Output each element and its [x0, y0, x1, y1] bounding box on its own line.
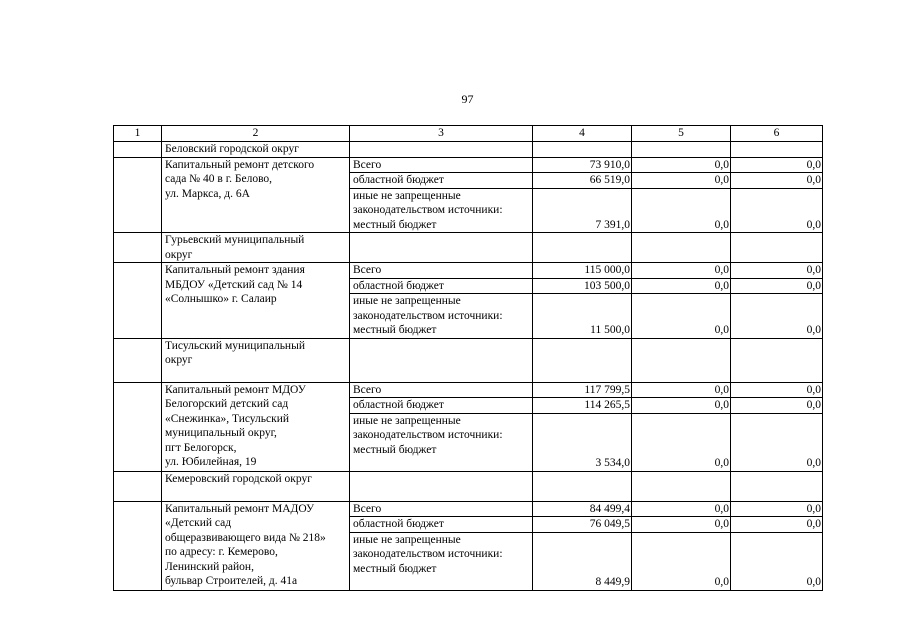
amount-cell: 0,0 [632, 188, 731, 233]
object-name-line: Капитальный ремонт здания [165, 264, 305, 276]
amount-cell: 0,0 [731, 382, 823, 398]
empty-cell [731, 233, 823, 263]
object-name-line: «Снежинка», Тисульский [165, 412, 290, 425]
source-label [350, 413, 533, 471]
region-row [114, 338, 823, 382]
amount-cell: 0,0 [632, 517, 731, 533]
total-row [114, 263, 823, 279]
region-name [162, 233, 350, 263]
amount-cell: 73 910,0 [533, 157, 632, 173]
region-name-line: Тисульский муниципальный [165, 339, 305, 352]
empty-cell [632, 471, 731, 501]
empty-cell [533, 142, 632, 158]
object-name-line: «Солнышко» г. Салаир [165, 293, 277, 305]
source-label: Всего [350, 263, 533, 279]
source-label-line: законодательством источники: [353, 309, 503, 322]
amount-cell: 0,0 [731, 532, 823, 590]
empty-cell [632, 142, 731, 158]
source-label-line: иные не запрещенные [353, 414, 461, 427]
source-label: Всего [350, 501, 533, 517]
region-name-line: округ [165, 248, 193, 261]
total-row [114, 501, 823, 517]
empty-cell [533, 338, 632, 382]
object-name-line: Капитальный ремонт МАДОУ [165, 502, 315, 515]
region-name [162, 142, 350, 158]
source-label-line: местный бюджет [353, 562, 437, 575]
object-name [162, 501, 350, 590]
number-cell [114, 233, 162, 263]
amount-cell: 115 000,0 [533, 263, 632, 279]
object-name-line: Ленинский район, [165, 560, 254, 573]
source-label-line: законодательством источники: [353, 204, 503, 216]
amount-cell: 0,0 [632, 532, 731, 590]
source-label-line: местный бюджет [353, 324, 437, 336]
object-name-line: ул. Юбилейная, 19 [165, 456, 257, 468]
amount-cell: 0,0 [632, 278, 731, 294]
region-name [162, 471, 350, 501]
object-name [162, 157, 350, 233]
amount-cell: 0,0 [731, 501, 823, 517]
object-name-line: общеразвивающего вида № 218» [165, 531, 326, 544]
number-cell [114, 142, 162, 158]
source-label-line: местный бюджет [353, 218, 437, 231]
amount-cell: 114 265,5 [533, 398, 632, 414]
empty-cell [632, 233, 731, 263]
number-cell [114, 501, 162, 590]
empty-cell [731, 338, 823, 382]
budget-table [113, 125, 823, 591]
total-row [114, 157, 823, 173]
amount-cell: 0,0 [731, 188, 823, 233]
empty-cell [350, 233, 533, 263]
amount-cell: 0,0 [731, 173, 823, 189]
amount-cell: 0,0 [632, 382, 731, 398]
amount-cell: 0,0 [731, 157, 823, 173]
header-row [114, 126, 823, 142]
source-label-line: законодательством источники: [353, 429, 503, 441]
amount-cell: 103 500,0 [533, 278, 632, 294]
amount-cell: 7 391,0 [533, 188, 632, 233]
amount-cell: 0,0 [731, 398, 823, 414]
source-label: областной бюджет [350, 398, 533, 414]
number-cell [114, 471, 162, 501]
source-label: областной бюджет [350, 278, 533, 294]
amount-cell: 0,0 [731, 278, 823, 294]
object-name-line: сада № 40 в г. Белово, [165, 173, 273, 185]
page-number: 97 [461, 92, 474, 106]
object-name-line: «Детский сад [165, 517, 232, 529]
number-cell [114, 382, 162, 471]
number-cell [114, 338, 162, 382]
region-name-line: Кемеровский городской округ [165, 472, 312, 485]
amount-cell: 84 499,4 [533, 501, 632, 517]
region-row [114, 233, 823, 263]
source-label-line: иные не запрещенные [353, 295, 461, 307]
object-name-line: Капитальный ремонт детского [165, 158, 315, 171]
source-label: Всего [350, 382, 533, 398]
header-cell: 1 [114, 126, 162, 142]
amount-cell: 0,0 [632, 263, 731, 279]
source-label-line: иные не запрещенные [353, 189, 461, 202]
number-cell [114, 157, 162, 233]
amount-cell: 0,0 [632, 398, 731, 414]
number-cell [114, 263, 162, 339]
empty-cell [533, 471, 632, 501]
empty-cell [533, 233, 632, 263]
amount-cell: 0,0 [731, 263, 823, 279]
header-cell: 4 [533, 126, 632, 142]
amount-cell: 11 500,0 [533, 294, 632, 339]
region-name [162, 338, 350, 382]
source-label: областной бюджет [350, 517, 533, 533]
empty-cell [350, 142, 533, 158]
region-name-line: округ [165, 354, 193, 366]
object-name-line: муниципальный округ, [165, 427, 277, 439]
source-label [350, 294, 533, 339]
source-label: Всего [350, 157, 533, 173]
header-cell: 6 [731, 126, 823, 142]
empty-cell [731, 471, 823, 501]
source-label-line: местный бюджет [353, 443, 437, 456]
amount-cell: 66 519,0 [533, 173, 632, 189]
empty-cell [731, 142, 823, 158]
source-label [350, 532, 533, 590]
amount-cell: 0,0 [632, 294, 731, 339]
object-name-line: Капитальный ремонт МДОУ [165, 383, 306, 396]
amount-cell: 3 534,0 [533, 413, 632, 471]
object-name [162, 382, 350, 471]
empty-cell [632, 338, 731, 382]
empty-cell [350, 471, 533, 501]
source-label: областной бюджет [350, 173, 533, 189]
amount-cell: 117 799,5 [533, 382, 632, 398]
object-name-line: по адресу: г. Кемерово, [165, 546, 278, 558]
region-row [114, 142, 823, 158]
amount-cell: 0,0 [731, 517, 823, 533]
amount-cell: 0,0 [731, 294, 823, 339]
header-cell: 2 [162, 126, 350, 142]
amount-cell: 0,0 [632, 173, 731, 189]
region-name-line: Гурьевский муниципальный [165, 234, 305, 246]
amount-cell: 0,0 [632, 501, 731, 517]
amount-cell: 76 049,5 [533, 517, 632, 533]
source-label-line: законодательством источники: [353, 548, 503, 560]
empty-cell [350, 338, 533, 382]
object-name [162, 263, 350, 339]
header-cell: 3 [350, 126, 533, 142]
object-name-line: пгт Белогорск, [165, 441, 237, 454]
region-name-line: Беловский городской округ [165, 143, 299, 155]
object-name-line: ул. Маркса, д. 6А [165, 187, 250, 200]
source-label [350, 188, 533, 233]
amount-cell: 8 449,9 [533, 532, 632, 590]
source-label-line: иные не запрещенные [353, 533, 461, 546]
object-name-line: Белогорский детский сад [165, 398, 289, 410]
total-row [114, 382, 823, 398]
amount-cell: 0,0 [632, 413, 731, 471]
amount-cell: 0,0 [731, 413, 823, 471]
region-row [114, 471, 823, 501]
object-name-line: МБДОУ «Детский сад № 14 [165, 278, 303, 291]
header-cell: 5 [632, 126, 731, 142]
object-name-line: бульвар Строителей, д. 41а [165, 575, 298, 587]
amount-cell: 0,0 [632, 157, 731, 173]
